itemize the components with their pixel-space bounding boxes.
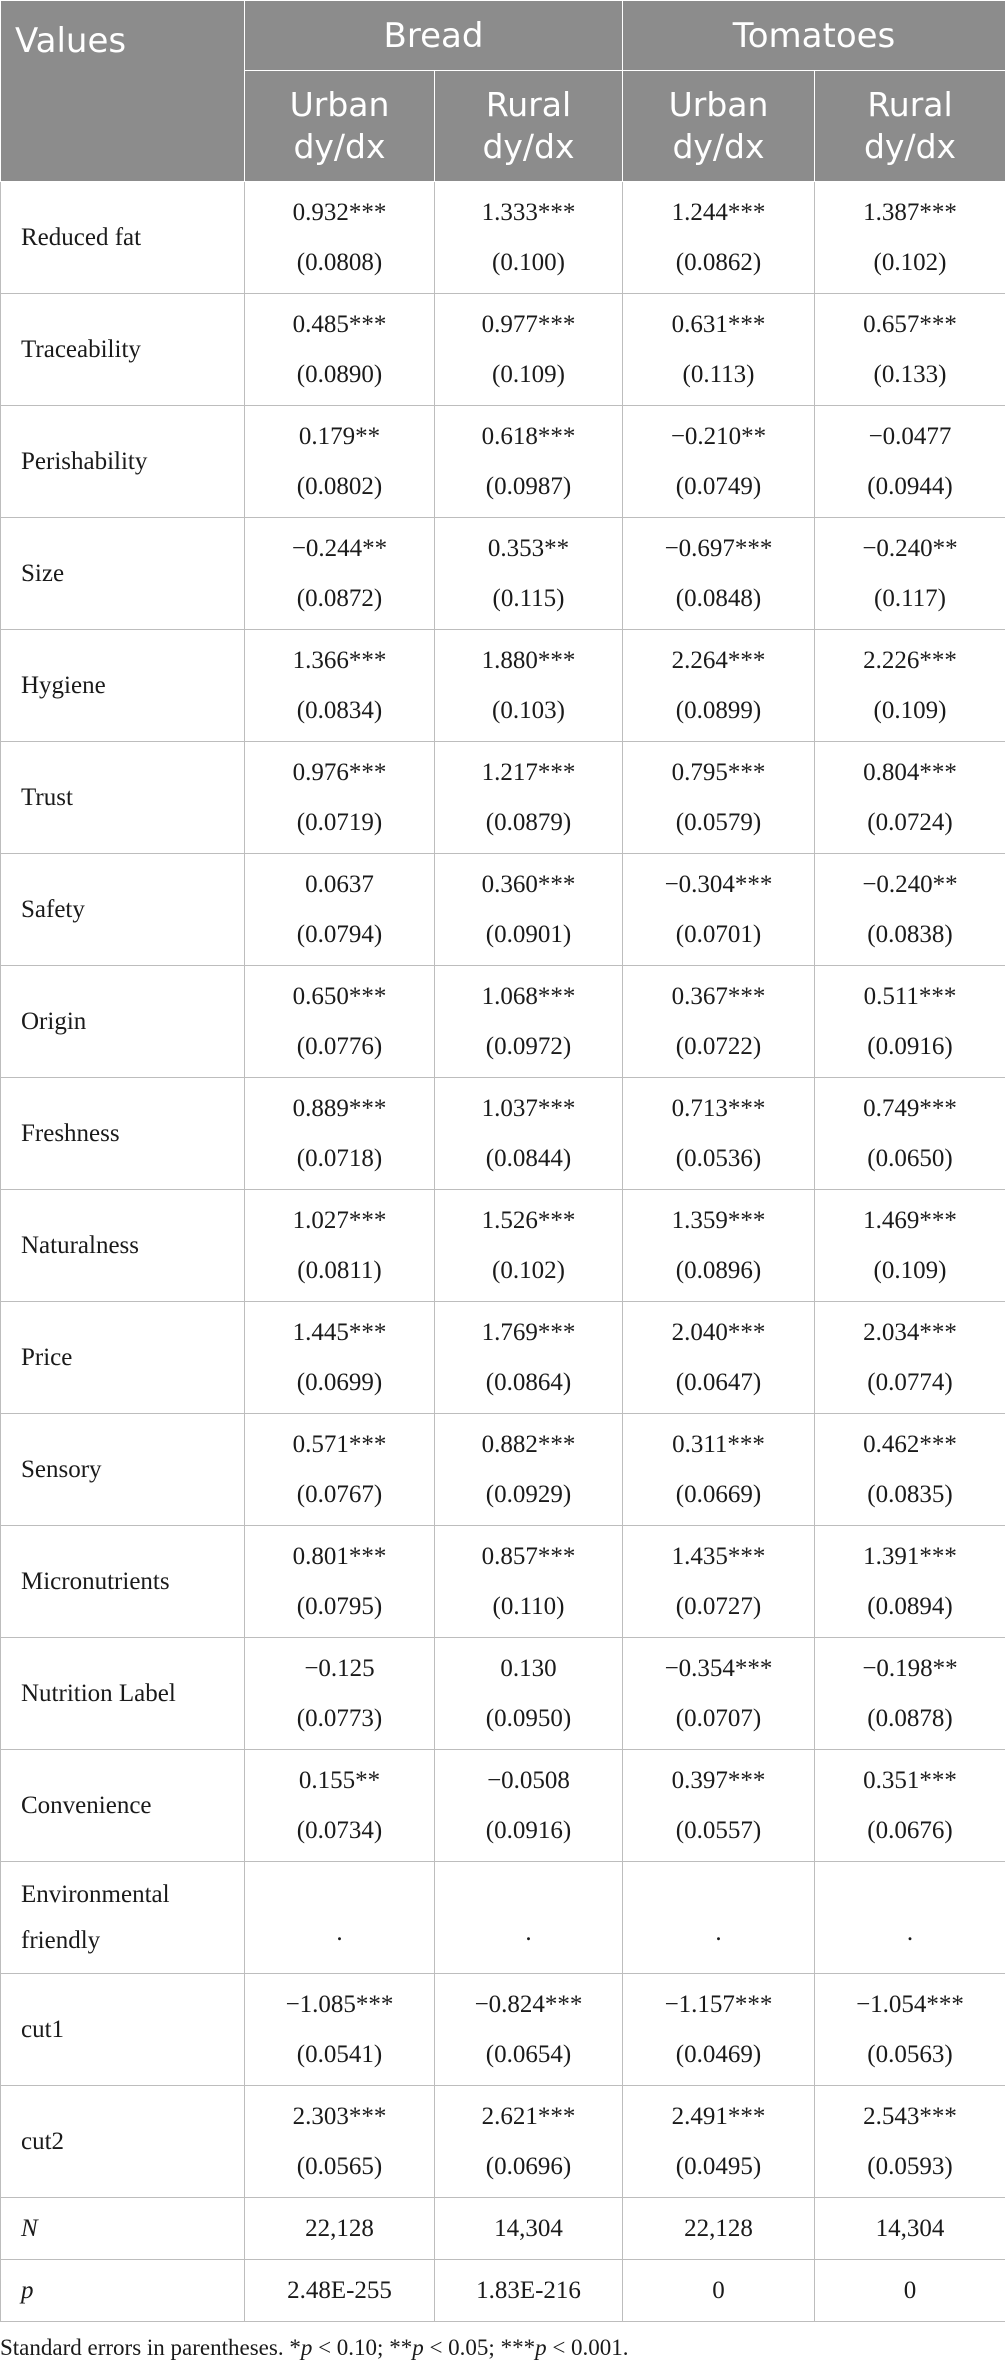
- table-row: [1, 742, 1005, 854]
- table-row: [1, 294, 1005, 406]
- coefficient: 0.749***: [863, 1094, 957, 1122]
- table-row: [1, 1302, 1005, 1414]
- coefficient: −0.240**: [862, 534, 958, 562]
- standard-error: (0.0794): [296, 920, 383, 948]
- value-cell: [245, 1190, 435, 1302]
- coefficient: 1.037***: [481, 1094, 576, 1122]
- value-cell: [245, 854, 435, 966]
- coefficient: −0.240**: [862, 870, 958, 898]
- value-cell: [245, 1078, 435, 1190]
- value-cell: .: [435, 1862, 623, 1974]
- standard-error: (0.102): [492, 1256, 565, 1284]
- coefficient: 1.217***: [481, 758, 576, 786]
- value-cell: [815, 1974, 1005, 2086]
- table-row: [1, 2260, 1005, 2322]
- value-cell: [435, 518, 623, 630]
- value-cell: [815, 1190, 1005, 1302]
- standard-error: (0.109): [492, 360, 565, 388]
- standard-error: (0.103): [492, 696, 565, 724]
- standard-error: (0.0734): [296, 1816, 383, 1844]
- coefficient: 0.397***: [671, 1766, 766, 1794]
- value-cell: [245, 1526, 435, 1638]
- standard-error: (0.0719): [296, 808, 383, 836]
- standard-error: (0.0972): [485, 1032, 572, 1060]
- coefficient: −0.210**: [670, 422, 767, 450]
- table-row: [1, 630, 1005, 742]
- value-cell: [435, 1974, 623, 2086]
- coefficient: 0.360***: [481, 870, 576, 898]
- standard-error: (0.0838): [867, 920, 953, 948]
- coefficient: 0.618***: [481, 422, 576, 450]
- coefficient: 0.367***: [671, 982, 766, 1010]
- coefficient: 0.889***: [292, 1094, 387, 1122]
- row-label-convenience: Convenience: [1, 1750, 245, 1862]
- coefficient: 1.435***: [671, 1542, 766, 1570]
- table-row: [1, 854, 1005, 966]
- value-cell: [815, 1750, 1005, 1862]
- coefficient: 1.526***: [481, 1206, 576, 1234]
- standard-error: (0.0541): [296, 2040, 383, 2068]
- table-row: [1, 2198, 1005, 2260]
- coefficient: 1.880***: [481, 646, 576, 674]
- standard-error: (0.0916): [867, 1032, 953, 1060]
- standard-error: (0.0563): [867, 2040, 953, 2068]
- coefficient: −1.157***: [664, 1990, 773, 2018]
- table-row: [1, 2086, 1005, 2198]
- value-cell: [815, 1302, 1005, 1414]
- coefficient: 0.311***: [672, 1430, 765, 1458]
- table-row: [1, 966, 1005, 1078]
- bread-header: Bread: [245, 1, 623, 71]
- standard-error: (0.0676): [867, 1816, 953, 1844]
- value-cell: 14,304: [435, 2198, 623, 2260]
- standard-error: (0.0776): [296, 1032, 383, 1060]
- table-row: [1, 1526, 1005, 1638]
- value-cell: [623, 1638, 815, 1750]
- coefficient: −0.0477: [868, 422, 952, 450]
- tomatoes-urban-header: Urban dy/dx: [623, 71, 815, 182]
- row-label-cut1: cut1: [1, 1974, 245, 2086]
- standard-error: (0.0890): [296, 360, 383, 388]
- coefficient: 1.333***: [481, 198, 576, 226]
- value-cell: [623, 1526, 815, 1638]
- value-cell: [815, 518, 1005, 630]
- standard-error: (0.0701): [675, 920, 762, 948]
- value-cell: [245, 1638, 435, 1750]
- standard-error: (0.0707): [675, 1704, 762, 1732]
- table-header: [1, 1, 1005, 182]
- standard-error: (0.0879): [485, 808, 572, 836]
- coefficient: 0.155**: [298, 1766, 381, 1794]
- standard-error: (0.0699): [296, 1368, 383, 1396]
- standard-error: (0.0647): [675, 1368, 762, 1396]
- standard-error: (0.0495): [675, 2152, 762, 2180]
- row-label-nutrition-label: Nutrition Label: [1, 1638, 245, 1750]
- coefficient: 0.179**: [298, 422, 381, 450]
- row-label-n: N: [1, 2198, 245, 2260]
- value-cell: [435, 966, 623, 1078]
- standard-error: (0.0724): [867, 808, 953, 836]
- value-cell: [435, 2086, 623, 2198]
- standard-error: (0.110): [492, 1592, 565, 1620]
- standard-error: (0.0802): [296, 472, 383, 500]
- table-row: [1, 1974, 1005, 2086]
- standard-error: (0.0727): [675, 1592, 762, 1620]
- standard-error: (0.0718): [296, 1144, 383, 1172]
- value-cell: [815, 294, 1005, 406]
- value-cell: [435, 630, 623, 742]
- value-cell: [245, 1414, 435, 1526]
- values-header: Values: [1, 1, 245, 182]
- row-label-price: Price: [1, 1302, 245, 1414]
- standard-error: (0.0987): [485, 472, 572, 500]
- row-label-trust: Trust: [1, 742, 245, 854]
- value-cell: [623, 182, 815, 294]
- table-row: [1, 1750, 1005, 1862]
- standard-error: (0.0848): [675, 584, 762, 612]
- standard-error: (0.0916): [485, 1816, 572, 1844]
- value-cell: [815, 1414, 1005, 1526]
- coefficient: 0.462***: [863, 1430, 957, 1458]
- row-label-size: Size: [1, 518, 245, 630]
- value-cell: [245, 742, 435, 854]
- coefficient: 0.0637: [305, 870, 374, 898]
- coefficient: −1.054***: [856, 1990, 964, 2018]
- value-cell: [815, 966, 1005, 1078]
- value-cell: [435, 1078, 623, 1190]
- value-cell: 22,128: [245, 2198, 435, 2260]
- value-cell: [623, 966, 815, 1078]
- value-cell: [245, 966, 435, 1078]
- tomatoes-rural-header: Rural dy/dx: [815, 71, 1005, 182]
- standard-error: (0.0834): [296, 696, 383, 724]
- standard-error: (0.0901): [485, 920, 572, 948]
- row-label-perishability: Perishability: [1, 406, 245, 518]
- standard-error: (0.0950): [485, 1704, 572, 1732]
- value-cell: .: [815, 1862, 1005, 1974]
- value-cell: .: [623, 1862, 815, 1974]
- coefficient: −0.697***: [664, 534, 773, 562]
- value-cell: [245, 406, 435, 518]
- row-label-hygiene: Hygiene: [1, 630, 245, 742]
- value-cell: [435, 1414, 623, 1526]
- standard-error: (0.0929): [485, 1480, 572, 1508]
- coefficient: −0.0508: [487, 1766, 570, 1794]
- coefficient: 2.226***: [863, 646, 957, 674]
- value-cell: 14,304: [815, 2198, 1005, 2260]
- row-label-micronutrients: Micronutrients: [1, 1526, 245, 1638]
- coefficient: −0.125: [304, 1654, 375, 1682]
- bread-urban-header: Urban dy/dx: [245, 71, 435, 182]
- row-label-origin: Origin: [1, 966, 245, 1078]
- value-cell: 2.48E-255: [245, 2260, 435, 2322]
- table-row: [1, 1862, 1005, 1974]
- row-label-naturalness: Naturalness: [1, 1190, 245, 1302]
- value-cell: [245, 294, 435, 406]
- standard-error: (0.0899): [675, 696, 762, 724]
- value-cell: [245, 518, 435, 630]
- coefficient: −0.354***: [664, 1654, 773, 1682]
- value-cell: 22,128: [623, 2198, 815, 2260]
- coefficient: 0.795***: [671, 758, 766, 786]
- value-cell: [815, 182, 1005, 294]
- value-cell: [815, 742, 1005, 854]
- value-cell: [435, 854, 623, 966]
- value-cell: [435, 1750, 623, 1862]
- standard-error: (0.0811): [297, 1256, 382, 1284]
- value-cell: [815, 854, 1005, 966]
- coefficient: 1.068***: [481, 982, 576, 1010]
- standard-error: (0.0579): [675, 808, 762, 836]
- coefficient: 0.351***: [863, 1766, 957, 1794]
- standard-error: (0.0749): [675, 472, 762, 500]
- standard-error: (0.133): [873, 360, 947, 388]
- row-label-environmental-friendly: Environmental friendly: [1, 1862, 245, 1974]
- row-label-cut2: cut2: [1, 2086, 245, 2198]
- value-cell: [623, 1190, 815, 1302]
- standard-error: (0.0593): [867, 2152, 953, 2180]
- value-cell: [623, 1414, 815, 1526]
- coefficient: 2.264***: [671, 646, 766, 674]
- value-cell: [815, 1526, 1005, 1638]
- value-cell: [623, 1750, 815, 1862]
- table-row: [1, 1078, 1005, 1190]
- value-cell: [623, 406, 815, 518]
- value-cell: [245, 1974, 435, 2086]
- standard-error: (0.0894): [867, 1592, 953, 1620]
- coefficient: 0.804***: [863, 758, 957, 786]
- row-label-traceability: Traceability: [1, 294, 245, 406]
- standard-error: (0.0835): [867, 1480, 953, 1508]
- coefficient: 1.387***: [863, 198, 957, 226]
- coefficient: 0.657***: [863, 310, 957, 338]
- standard-error: (0.109): [873, 696, 947, 724]
- coefficient: 0.650***: [292, 982, 387, 1010]
- coefficient: 0.932***: [292, 198, 387, 226]
- value-cell: [623, 518, 815, 630]
- coefficient: −0.304***: [664, 870, 773, 898]
- table-row: [1, 182, 1005, 294]
- coefficient: 2.040***: [671, 1318, 766, 1346]
- standard-error: (0.0872): [296, 584, 383, 612]
- table-row: [1, 1638, 1005, 1750]
- row-label-p: p: [1, 2260, 245, 2322]
- value-cell: [623, 1078, 815, 1190]
- coefficient: −0.824***: [474, 1990, 583, 2018]
- standard-error: (0.109): [873, 1256, 947, 1284]
- value-cell: [623, 2086, 815, 2198]
- standard-error: (0.0650): [867, 1144, 953, 1172]
- coefficient: 1.244***: [671, 198, 766, 226]
- value-cell: 0: [623, 2260, 815, 2322]
- standard-error: (0.0795): [296, 1592, 383, 1620]
- value-cell: [435, 1302, 623, 1414]
- coefficient: 2.543***: [863, 2102, 957, 2130]
- value-cell: [623, 1302, 815, 1414]
- standard-error: (0.117): [874, 584, 946, 612]
- standard-error: (0.0773): [296, 1704, 383, 1732]
- standard-error: (0.0864): [485, 1368, 572, 1396]
- row-label-reduced-fat: Reduced fat: [1, 182, 245, 294]
- coefficient: 0.631***: [671, 310, 766, 338]
- table-body: [1, 182, 1005, 2322]
- standard-error: (0.0944): [867, 472, 953, 500]
- coefficient: 0.976***: [292, 758, 387, 786]
- value-cell: [435, 742, 623, 854]
- coefficient: 1.469***: [863, 1206, 957, 1234]
- coefficient: 1.366***: [292, 646, 387, 674]
- table-row: [1, 1414, 1005, 1526]
- row-label-freshness: Freshness: [1, 1078, 245, 1190]
- standard-error: (0.0654): [485, 2040, 572, 2068]
- coefficient: 1.445***: [292, 1318, 387, 1346]
- value-cell: [435, 294, 623, 406]
- bread-rural-header: Rural dy/dx: [435, 71, 623, 182]
- coefficient: 0.977***: [481, 310, 576, 338]
- table-footnote: Standard errors in parentheses. *p < 0.10; **p < 0.05; ***p < 0.001.: [0, 2335, 629, 2360]
- value-cell: [435, 1526, 623, 1638]
- coefficient: 0.801***: [292, 1542, 387, 1570]
- table-row: [1, 518, 1005, 630]
- coefficient: 0.571***: [292, 1430, 387, 1458]
- coefficient: 0.713***: [671, 1094, 766, 1122]
- value-cell: .: [245, 1862, 435, 1974]
- value-cell: [435, 1638, 623, 1750]
- standard-error: (0.0565): [296, 2152, 383, 2180]
- value-cell: [245, 1302, 435, 1414]
- value-cell: [815, 630, 1005, 742]
- coefficient: −1.085***: [285, 1990, 394, 2018]
- value-cell: 0: [815, 2260, 1005, 2322]
- value-cell: 1.83E-216: [435, 2260, 623, 2322]
- coefficient: 0.353**: [487, 534, 570, 562]
- value-cell: [623, 630, 815, 742]
- coefficient: −0.244**: [291, 534, 388, 562]
- value-cell: [623, 1974, 815, 2086]
- value-cell: [245, 630, 435, 742]
- row-label-sensory: Sensory: [1, 1414, 245, 1526]
- coefficient: 0.485***: [292, 310, 387, 338]
- standard-error: (0.0469): [675, 2040, 762, 2068]
- coefficient: 0.882***: [481, 1430, 576, 1458]
- coefficient: 1.769***: [481, 1318, 576, 1346]
- standard-error: (0.0862): [675, 248, 762, 276]
- standard-error: (0.0696): [485, 2152, 572, 2180]
- coefficient: 2.034***: [863, 1318, 957, 1346]
- value-cell: [435, 406, 623, 518]
- standard-error: (0.113): [682, 360, 755, 388]
- tomatoes-header: Tomatoes: [623, 1, 1005, 71]
- standard-error: (0.115): [492, 584, 565, 612]
- coefficient: 0.857***: [481, 1542, 576, 1570]
- table-row: [1, 1190, 1005, 1302]
- coefficient: 1.027***: [292, 1206, 387, 1234]
- coefficient: 1.359***: [671, 1206, 766, 1234]
- coefficient: 0.130: [500, 1654, 557, 1682]
- coefficient: 1.391***: [863, 1542, 957, 1570]
- standard-error: (0.100): [492, 248, 565, 276]
- value-cell: [815, 406, 1005, 518]
- coefficient: 0.511***: [863, 982, 957, 1010]
- coefficient: −0.198**: [862, 1654, 958, 1682]
- standard-error: (0.0669): [675, 1480, 762, 1508]
- value-cell: [815, 1078, 1005, 1190]
- value-cell: [815, 2086, 1005, 2198]
- row-label-safety: Safety: [1, 854, 245, 966]
- value-cell: [623, 294, 815, 406]
- standard-error: (0.0896): [675, 1256, 762, 1284]
- coefficient: 2.303***: [292, 2102, 387, 2130]
- value-cell: [245, 1750, 435, 1862]
- standard-error: (0.0722): [675, 1032, 762, 1060]
- value-cell: [623, 854, 815, 966]
- coefficient: 2.621***: [481, 2102, 576, 2130]
- standard-error: (0.0557): [675, 1816, 762, 1844]
- value-cell: [245, 182, 435, 294]
- value-cell: [435, 182, 623, 294]
- standard-error: (0.0767): [296, 1480, 383, 1508]
- value-cell: [623, 742, 815, 854]
- coefficient: 2.491***: [671, 2102, 766, 2130]
- standard-error: (0.102): [873, 248, 947, 276]
- standard-error: (0.0808): [296, 248, 383, 276]
- value-cell: [245, 2086, 435, 2198]
- table-row: [1, 406, 1005, 518]
- value-cell: [435, 1190, 623, 1302]
- standard-error: (0.0774): [867, 1368, 953, 1396]
- standard-error: (0.0878): [867, 1704, 953, 1732]
- standard-error: (0.0536): [675, 1144, 762, 1172]
- value-cell: [815, 1638, 1005, 1750]
- standard-error: (0.0844): [485, 1144, 572, 1172]
